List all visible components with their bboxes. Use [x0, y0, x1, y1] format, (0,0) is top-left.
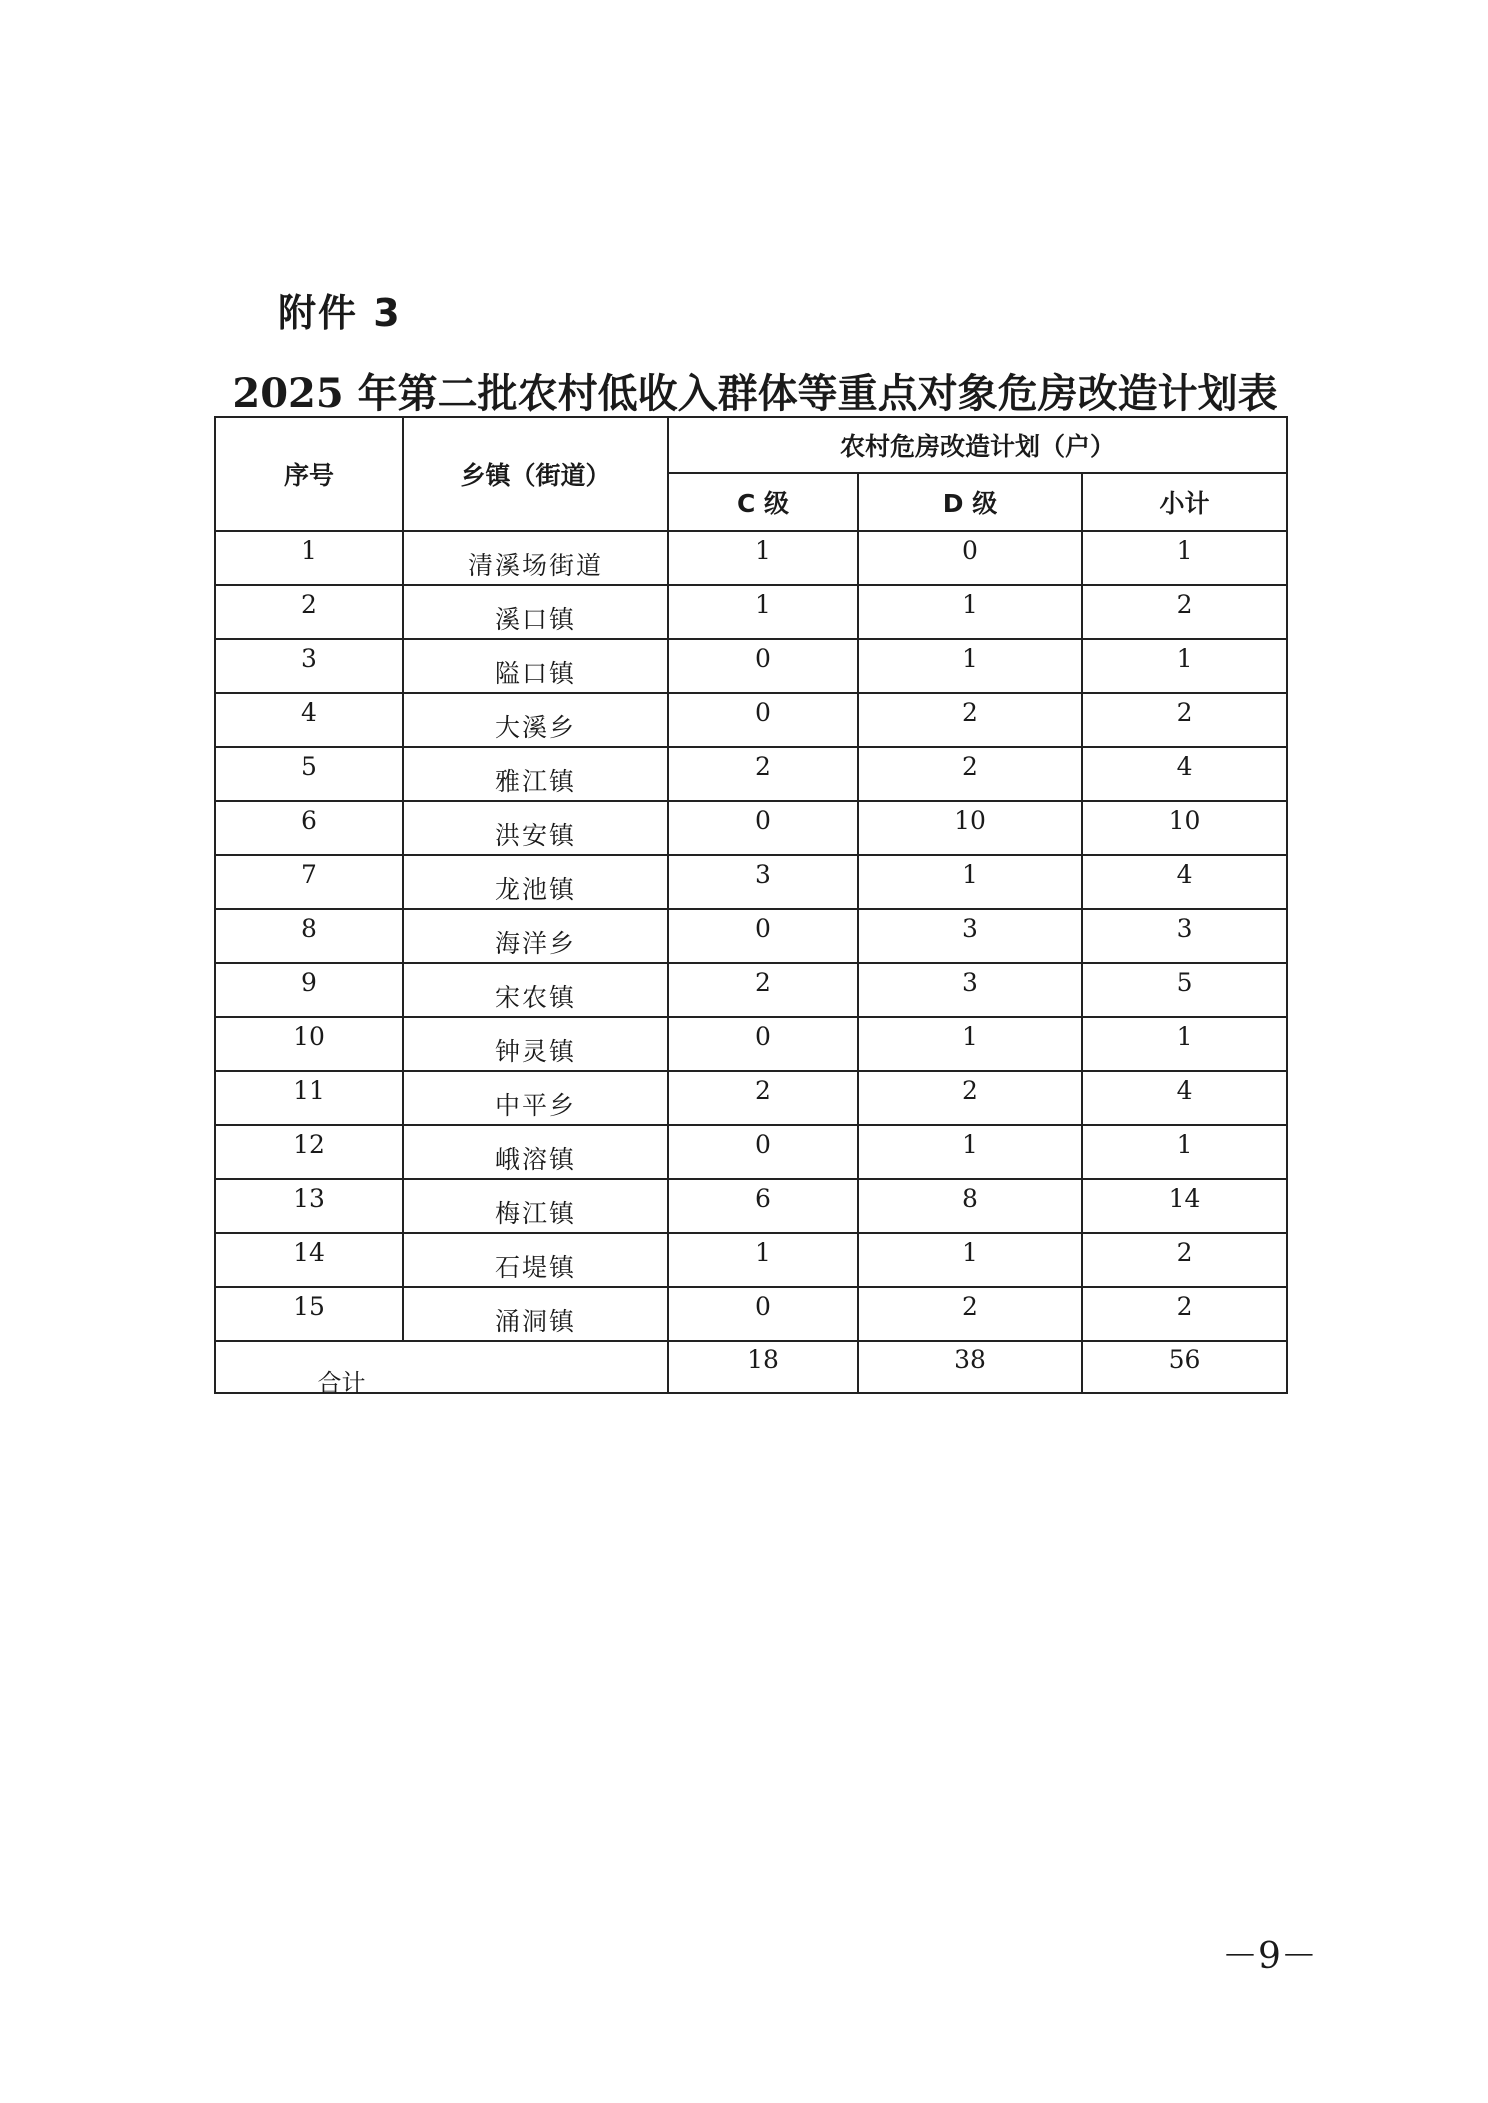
- row-subtotal: 4: [1176, 751, 1193, 781]
- table-row: [215, 1233, 1287, 1287]
- total-row: [215, 1341, 1287, 1393]
- table-row: [215, 1017, 1287, 1071]
- row-town: 溪口镇: [494, 605, 576, 634]
- header-grade-c: C 级: [668, 473, 858, 531]
- table-row: [215, 855, 1287, 909]
- row-grade-d: 1: [962, 643, 978, 673]
- row-grade-c: 0: [755, 1291, 771, 1321]
- row-index: 12: [293, 1129, 325, 1159]
- row-town: 龙池镇: [494, 875, 576, 904]
- row-subtotal: 5: [1176, 967, 1193, 997]
- row-index: 9: [301, 967, 317, 997]
- header-subtotal: 小计: [1082, 473, 1287, 531]
- row-grade-c: 2: [755, 1075, 771, 1105]
- row-town: 中平乡: [494, 1091, 576, 1120]
- table-row: [215, 801, 1287, 855]
- row-town: 峨溶镇: [494, 1145, 576, 1174]
- row-grade-d: 2: [962, 751, 978, 781]
- row-index: 8: [301, 913, 317, 943]
- table-row: [215, 1071, 1287, 1125]
- row-index: 2: [301, 589, 317, 619]
- row-index: 11: [293, 1075, 325, 1105]
- row-subtotal: 10: [1168, 805, 1201, 835]
- row-grade-d: 0: [962, 535, 978, 565]
- header-index: 序号: [215, 417, 403, 531]
- row-grade-d: 1: [962, 1021, 978, 1051]
- row-town: 涌洞镇: [494, 1307, 576, 1336]
- row-grade-c: 1: [755, 589, 771, 619]
- header-town: 乡镇（街道）: [403, 417, 668, 531]
- row-town: 清溪场街道: [467, 551, 603, 580]
- row-subtotal: 3: [1176, 913, 1193, 943]
- row-grade-d: 1: [962, 589, 978, 619]
- row-town: 大溪乡: [494, 713, 576, 742]
- row-town: 石堤镇: [494, 1253, 576, 1282]
- row-subtotal: 2: [1176, 697, 1193, 727]
- row-subtotal: 2: [1176, 589, 1193, 619]
- row-grade-d: 3: [962, 913, 978, 943]
- row-subtotal: 4: [1176, 1075, 1193, 1105]
- total-grade-d: 38: [954, 1344, 986, 1374]
- table-row: [215, 747, 1287, 801]
- row-subtotal: 2: [1176, 1291, 1193, 1321]
- row-grade-d: 1: [962, 1237, 978, 1267]
- table-row: [215, 531, 1287, 585]
- table-row: [215, 1179, 1287, 1233]
- row-grade-c: 6: [755, 1183, 771, 1213]
- row-grade-d: 1: [962, 859, 978, 889]
- header-plan-group: 农村危房改造计划（户）: [668, 417, 1287, 473]
- total-label: 合计: [317, 1369, 366, 1397]
- row-grade-c: 0: [755, 913, 771, 943]
- row-grade-d: 1: [962, 1129, 978, 1159]
- row-grade-c: 2: [755, 967, 771, 997]
- row-subtotal: 4: [1176, 859, 1193, 889]
- row-grade-d: 3: [962, 967, 978, 997]
- page-number: －9－: [1222, 1936, 1317, 1977]
- row-grade-c: 2: [755, 751, 771, 781]
- row-subtotal: 1: [1176, 643, 1193, 673]
- row-town: 海洋乡: [494, 929, 576, 958]
- total-grade-c: 18: [747, 1344, 779, 1374]
- row-subtotal: 2: [1176, 1237, 1193, 1267]
- row-index: 13: [293, 1183, 325, 1213]
- row-grade-d: 10: [954, 805, 986, 835]
- row-grade-c: 0: [755, 1021, 771, 1051]
- table-row: [215, 693, 1287, 747]
- row-grade-c: 3: [755, 859, 771, 889]
- row-index: 10: [293, 1021, 325, 1051]
- row-index: 4: [301, 697, 317, 727]
- row-index: 14: [293, 1237, 325, 1267]
- table-row: [215, 639, 1287, 693]
- row-grade-c: 1: [755, 1237, 771, 1267]
- row-index: 3: [301, 643, 317, 673]
- row-grade-c: 0: [755, 697, 771, 727]
- row-index: 1: [301, 535, 317, 565]
- row-town: 洪安镇: [494, 821, 576, 850]
- header-grade-d: D 级: [858, 473, 1082, 531]
- row-grade-c: 0: [755, 1129, 771, 1159]
- row-grade-c: 0: [755, 643, 771, 673]
- total-subtotal: 56: [1168, 1344, 1201, 1374]
- table-row: [215, 585, 1287, 639]
- document-title: 2025 年第二批农村低收入群体等重点对象危房改造计划表: [232, 370, 1278, 417]
- row-subtotal: 1: [1176, 1129, 1193, 1159]
- row-town: 雅江镇: [494, 767, 576, 796]
- table-row: [215, 963, 1287, 1017]
- row-grade-d: 2: [962, 1075, 978, 1105]
- table-row: [215, 909, 1287, 963]
- row-grade-d: 8: [962, 1183, 978, 1213]
- row-town: 宋农镇: [494, 983, 576, 1012]
- row-grade-d: 2: [962, 1291, 978, 1321]
- row-grade-d: 2: [962, 697, 978, 727]
- renovation-plan-table: [214, 416, 1288, 1397]
- row-subtotal: 14: [1168, 1183, 1201, 1213]
- row-town: 钟灵镇: [494, 1037, 576, 1066]
- table-row: [215, 1287, 1287, 1341]
- row-subtotal: 1: [1176, 1021, 1193, 1051]
- attachment-label: 附件 3: [278, 291, 402, 335]
- row-grade-c: 1: [755, 535, 771, 565]
- row-subtotal: 1: [1176, 535, 1193, 565]
- row-grade-c: 0: [755, 805, 771, 835]
- row-index: 5: [301, 751, 317, 781]
- table-row: [215, 1125, 1287, 1179]
- row-index: 6: [301, 805, 317, 835]
- row-town: 隘口镇: [494, 659, 576, 688]
- row-index: 15: [293, 1291, 325, 1321]
- row-town: 梅江镇: [494, 1199, 576, 1228]
- row-index: 7: [301, 859, 317, 889]
